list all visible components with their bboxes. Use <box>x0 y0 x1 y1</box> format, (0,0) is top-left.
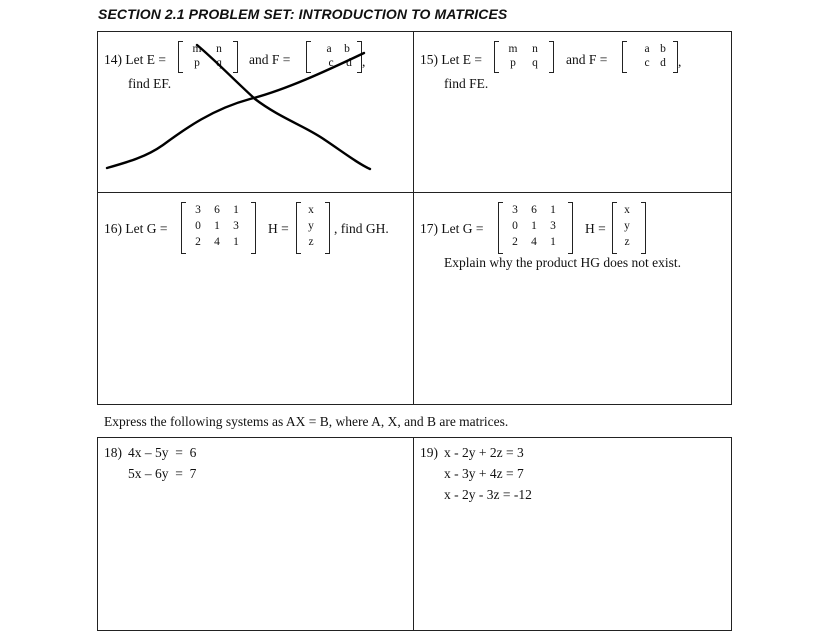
matrix-e-cell: p <box>194 57 200 69</box>
matrix-e-right-bracket <box>549 41 554 73</box>
matrix-e-cell: q <box>532 57 538 69</box>
problem-18-equation-2: 5x – 6y = 7 <box>128 466 197 481</box>
page-title: SECTION 2.1 PROBLEM SET: INTRODUCTION TO MATRICES <box>98 6 508 22</box>
matrix-g-cell: 1 <box>233 236 239 248</box>
matrix-g-cell: 1 <box>550 204 556 216</box>
matrix-h-cell: x <box>624 204 630 216</box>
matrix-h-right-bracket <box>641 202 646 254</box>
matrix-f-cell: d <box>660 57 666 69</box>
matrix-g-right-bracket <box>251 202 256 254</box>
matrix-g-left-bracket <box>498 202 503 254</box>
matrix-g-cell: 1 <box>214 220 220 232</box>
matrix-e-cell: p <box>510 57 516 69</box>
matrix-f-cell: c <box>328 57 334 69</box>
matrix-e-cell: m <box>192 43 202 55</box>
problem-19-label: 19) <box>420 445 438 460</box>
matrix-h-cell: z <box>624 236 630 248</box>
matrix-g-cell: 4 <box>214 236 220 248</box>
matrix-g-cell: 6 <box>214 204 220 216</box>
matrix-h-left-bracket <box>612 202 617 254</box>
problem-16-task: , find GH. <box>334 221 389 236</box>
matrix-g-cell: 6 <box>531 204 537 216</box>
problem-18-label: 18) <box>104 445 122 460</box>
matrix-g-cell: 0 <box>195 220 201 232</box>
problem-19-equation-2: x - 3y + 4z = 7 <box>444 466 524 481</box>
grid-bottom-column-divider <box>413 437 414 631</box>
problem-15-comma: , <box>678 54 682 69</box>
matrix-f-cell: b <box>344 43 350 55</box>
problem-19-equation-1: x - 2y + 2z = 3 <box>444 445 524 460</box>
scribble-stroke-upward <box>107 53 364 168</box>
problem-14-and-label: and F = <box>249 52 291 67</box>
matrix-g-cell: 1 <box>531 220 537 232</box>
matrix-e-cell: n <box>216 43 222 55</box>
matrix-e-cell: m <box>508 43 518 55</box>
matrix-g-cell: 0 <box>512 220 518 232</box>
matrix-g-cell: 4 <box>531 236 537 248</box>
problem-14-task: find EF. <box>128 76 172 91</box>
matrix-f-cell: c <box>644 57 650 69</box>
problem-17-h-label: H = <box>585 221 606 236</box>
problem-17-label: 17) Let G = <box>420 221 484 236</box>
matrix-g-cell: 1 <box>233 204 239 216</box>
matrix-e-cell: n <box>532 43 538 55</box>
matrix-f-cell: a <box>326 43 332 55</box>
matrix-g-cell: 3 <box>195 204 201 216</box>
problem-17-task: Explain why the product HG does not exist. <box>444 255 681 270</box>
matrix-g-cell: 1 <box>550 236 556 248</box>
matrix-f-cell: d <box>346 57 352 69</box>
problem-14-comma: , <box>362 54 366 69</box>
problem-16-h-label: H = <box>268 221 289 236</box>
matrix-f-cell: a <box>644 43 650 55</box>
problem-15-task: find FE. <box>444 76 489 91</box>
matrix-f-cell: b <box>660 43 666 55</box>
problem-19-equation-3: x - 2y - 3z = -12 <box>444 487 532 502</box>
matrix-g-cell: 2 <box>195 236 201 248</box>
matrix-h-right-bracket <box>325 202 330 254</box>
systems-instruction: Express the following systems as AX = B, where A, X, and B are matrices. <box>104 414 509 429</box>
matrix-g-right-bracket <box>568 202 573 254</box>
matrix-f-left-bracket <box>622 41 627 73</box>
problem-18-equation-1: 4x – 5y = 6 <box>128 445 197 460</box>
problem-15-and-label: and F = <box>566 52 608 67</box>
matrix-g-cell: 3 <box>512 204 518 216</box>
matrix-g-cell: 3 <box>550 220 556 232</box>
problem-14-label: 14) Let E = <box>104 52 166 67</box>
matrix-e-left-bracket <box>494 41 499 73</box>
problem-15-label: 15) Let E = <box>420 52 482 67</box>
matrix-g-cell: 3 <box>233 220 239 232</box>
matrix-e-cell: q <box>216 57 222 69</box>
matrix-h-cell: y <box>624 220 630 232</box>
matrix-h-left-bracket <box>296 202 301 254</box>
problem-16-label: 16) Let G = <box>104 221 168 236</box>
matrix-g-cell: 2 <box>512 236 518 248</box>
matrix-h-cell: x <box>308 204 314 216</box>
matrix-g-left-bracket <box>181 202 186 254</box>
matrix-h-cell: y <box>308 220 314 232</box>
matrix-h-cell: z <box>308 236 314 248</box>
